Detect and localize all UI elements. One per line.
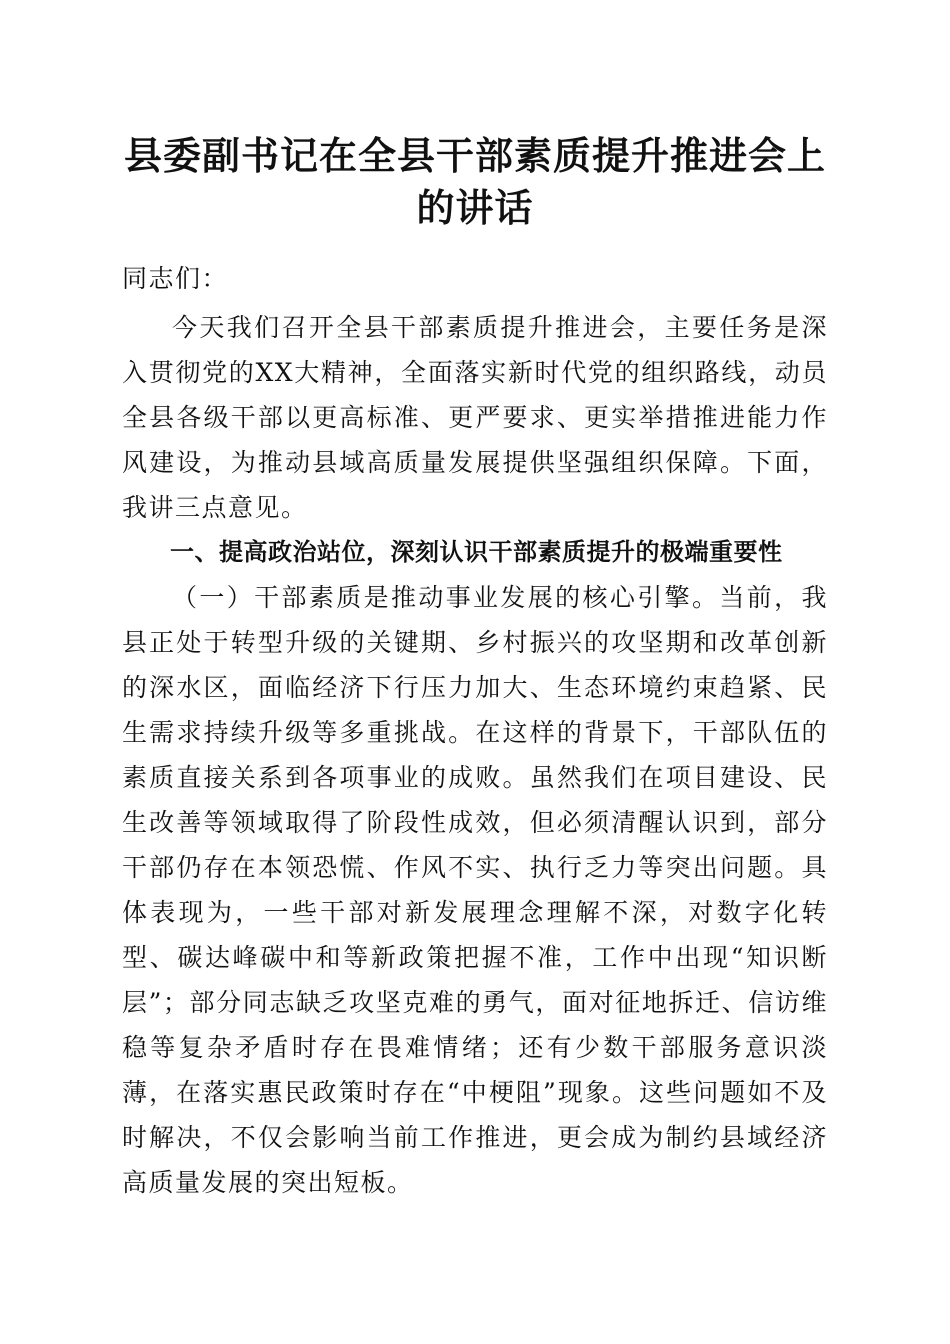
section-heading-1: 一、提高政治站位，深刻认识干部素质提升的极端重要性 <box>170 538 783 566</box>
salutation: 同志们： <box>122 264 229 293</box>
section-1-paragraph-1: （一）干部素质是推动事业发展的核心引擎。当前，我县正处于转型升级的关键期、乡村振兴的攻坚期和改革创新的深水区，面临经济下行压力加大、生态环境约束趋紧、民生需求持续升级等多重挑战。在这样的背景下，干部队伍的素质直接关系到各项事业的成败。虽然我们在项目建设、民生改善等领域取得了阶段性成效，但必须清醒认识到，部分干部仍存在本领恐慌、作风不实、执行乏力等突出问题。具体表现为，一些干部对新发展理念理解不深，对数字化转型、碳达峰碳中和等新政策把握不准，工作中出现“知识断层”；部分同志缺乏攻坚克难的勇气，面对征地拆迁、信访维稳等复杂矛盾时存在畏难情绪；还有少数干部服务意识淡薄，在落实惠民政策时存在“中梗阻”现象。这些问题如不及时解决，不仅会影响当前工作推进，更会成为制约县域经济高质量发展的突出短板。 <box>122 583 828 1197</box>
document-body <box>122 256 828 1205</box>
document-title: 县委副书记在全县干部素质提升推进会上的讲话 <box>123 133 826 230</box>
intro-paragraph: 今天我们召开全县干部素质提升推进会，主要任务是深入贯彻党的XX大精神，全面落实新时代党的组织路线，动员全县各级干部以更高标准、更严要求、更实举措推进能力作风建设，为推动县域高质量发展提供坚强组织保障。下面，我讲三点意见。 <box>122 313 828 522</box>
